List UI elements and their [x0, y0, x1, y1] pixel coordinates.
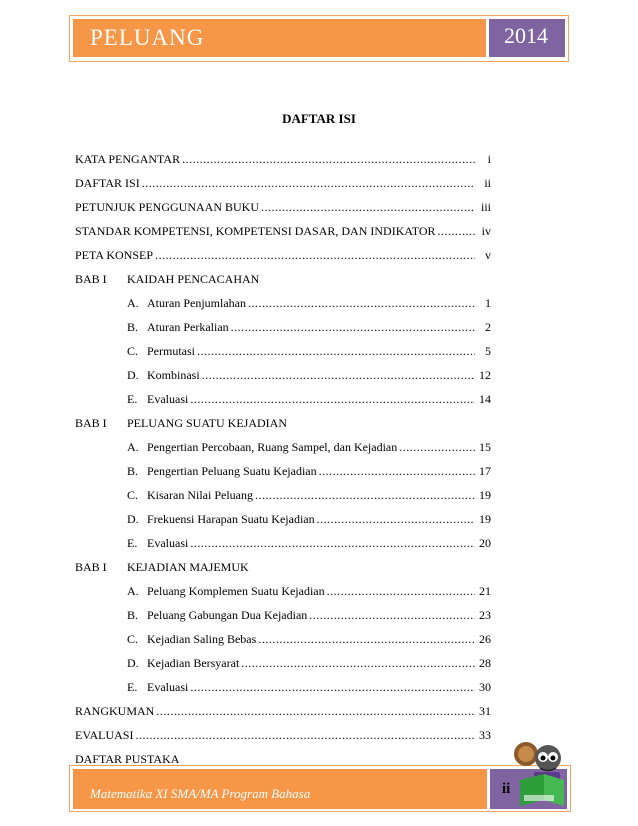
toc-subentry[interactable]: [127, 510, 491, 528]
subentry-letter: B.: [127, 608, 139, 622]
toc-entry-page: 33: [479, 728, 491, 742]
leader-dots: [319, 462, 475, 480]
toc-entry-label: EVALUASI: [75, 728, 134, 742]
subentry-letter: B.: [127, 320, 139, 334]
subentry-page: 28: [479, 656, 491, 670]
leader-dots: [190, 678, 475, 696]
toc-subentry[interactable]: [127, 534, 491, 552]
leader-dots: [255, 486, 475, 504]
subentry-label: Peluang Komplemen Suatu Kejadian: [147, 584, 325, 598]
leader-dots: [190, 390, 475, 408]
subentry-page: 2: [485, 320, 491, 334]
subentry-label: Kejadian Bersyarat: [147, 656, 240, 670]
toc-subentry[interactable]: [127, 582, 491, 600]
subentry-label: Pengertian Peluang Suatu Kejadian: [147, 464, 317, 478]
leader-dots: [327, 582, 475, 600]
subentry-label: Aturan Perkalian: [147, 320, 229, 334]
subentry-label: Aturan Penjumlahan: [147, 296, 246, 310]
leader-dots: [155, 246, 475, 264]
leader-dots: [190, 534, 475, 552]
toc-entry-label: PETA KONSEP: [75, 248, 154, 262]
toc-subentry[interactable]: [127, 438, 491, 456]
chapter-number: BAB I: [75, 416, 107, 430]
subentry-page: 12: [479, 368, 491, 382]
toc-subentry[interactable]: [127, 342, 491, 360]
subentry-letter: C.: [127, 344, 139, 358]
leader-dots: [135, 726, 475, 744]
subentry-letter: B.: [127, 464, 139, 478]
subentry-label: Kisaran Nilai Peluang: [147, 488, 253, 502]
subentry-page: 21: [479, 584, 491, 598]
leader-dots: [202, 366, 475, 384]
subentry-label: Kejadian Saling Bebas: [147, 632, 257, 646]
chapter-number: BAB I: [75, 560, 107, 574]
subentry-letter: C.: [127, 488, 139, 502]
leader-dots: [261, 198, 475, 216]
leader-dots: [142, 174, 475, 192]
subentry-letter: D.: [127, 368, 139, 382]
subentry-letter: A.: [127, 296, 139, 310]
subentry-label: Evaluasi: [147, 392, 189, 406]
toc-entry[interactable]: [75, 198, 491, 216]
footer-page-number: ii: [502, 781, 511, 797]
leader-dots: [258, 630, 475, 648]
subentry-letter: D.: [127, 512, 139, 526]
toc-subentry[interactable]: [127, 630, 491, 648]
subentry-page: 17: [479, 464, 491, 478]
toc-entry[interactable]: [75, 222, 491, 240]
toc-subentry[interactable]: [127, 606, 491, 624]
chapter-number: BAB I: [75, 272, 107, 286]
subentry-label: Frekuensi Harapan Suatu Kejadian: [147, 512, 315, 526]
subentry-page: 23: [479, 608, 491, 622]
leader-dots: [197, 342, 475, 360]
leader-dots: [241, 654, 475, 672]
subentry-page: 14: [479, 392, 491, 406]
toc-entry-page: iii: [480, 200, 491, 214]
subentry-label: Peluang Gabungan Dua Kejadian: [147, 608, 308, 622]
subentry-letter: D.: [127, 656, 139, 670]
leader-dots: [156, 702, 475, 720]
toc-entry[interactable]: [75, 702, 491, 720]
subentry-letter: A.: [127, 440, 139, 454]
toc-entry-page: ii: [484, 176, 491, 190]
chapter-title[interactable]: KEJADIAN MAJEMUK: [127, 560, 249, 574]
reading-mascot-icon: [510, 740, 570, 808]
subentry-letter: C.: [127, 632, 139, 646]
subentry-page: 20: [479, 536, 491, 550]
leader-dots: [182, 150, 475, 168]
leader-dots: [231, 318, 475, 336]
subentry-letter: E.: [127, 536, 138, 550]
toc-subentry[interactable]: [127, 294, 491, 312]
subentry-page: 19: [479, 512, 491, 526]
toc-subentry[interactable]: [127, 486, 491, 504]
toc-subentry[interactable]: [127, 654, 491, 672]
chapter-title[interactable]: KAIDAH PENCACAHAN: [127, 272, 260, 286]
toc-entry-label: RANGKUMAN: [75, 704, 155, 718]
toc-entry[interactable]: [75, 246, 491, 264]
subentry-label: Kombinasi: [147, 368, 200, 382]
toc-title: DAFTAR ISI: [282, 111, 356, 126]
toc-subentry[interactable]: [127, 318, 491, 336]
leader-dots: [248, 294, 475, 312]
subentry-page: 30: [479, 680, 491, 694]
header-year: 2014: [504, 23, 548, 48]
subentry-label: Permutasi: [147, 344, 195, 358]
toc-entry-label: DAFTAR PUSTAKA: [75, 752, 180, 766]
toc-entry[interactable]: [75, 150, 491, 168]
subentry-letter: E.: [127, 392, 138, 406]
subentry-page: 15: [479, 440, 491, 454]
toc-entry-page: iv: [481, 224, 491, 238]
subentry-label: Evaluasi: [147, 680, 189, 694]
subentry-label: Pengertian Percobaan, Ruang Sampel, dan Kejadian: [147, 440, 398, 454]
subentry-page: 1: [485, 296, 491, 310]
toc-entry-label: DAFTAR ISI: [75, 176, 140, 190]
toc-subentry[interactable]: [127, 390, 491, 408]
toc-subentry[interactable]: [127, 678, 491, 696]
chapter-title[interactable]: PELUANG SUATU KEJADIAN: [127, 416, 287, 430]
subentry-page: 26: [479, 632, 491, 646]
leader-dots: [438, 222, 476, 240]
toc-subentry[interactable]: [127, 462, 491, 480]
toc-entry-label: KATA PENGANTAR: [75, 152, 181, 166]
subentry-label: Evaluasi: [147, 536, 189, 550]
header-title: PELUANG: [90, 25, 205, 50]
toc-entry-page: i: [487, 152, 491, 166]
toc-entry-label: STANDAR KOMPETENSI, KOMPETENSI DASAR, DAN INDIKATOR: [75, 224, 436, 238]
leader-dots: [309, 606, 475, 624]
footer-text: Matematika XI SMA/MA Program Bahasa: [90, 786, 311, 801]
subentry-page: 5: [485, 344, 491, 358]
toc-subentry[interactable]: [127, 366, 491, 384]
subentry-letter: E.: [127, 680, 138, 694]
toc-entry-page: 31: [479, 704, 491, 718]
leader-dots: [317, 510, 475, 528]
toc-entry-label: PETUNJUK PENGGUNAAN BUKU: [75, 200, 260, 214]
toc-entry[interactable]: [75, 174, 491, 192]
subentry-page: 19: [479, 488, 491, 502]
toc-entry[interactable]: [75, 726, 491, 744]
toc-entry-page: v: [485, 248, 491, 262]
leader-dots: [399, 438, 475, 456]
subentry-letter: A.: [127, 584, 139, 598]
